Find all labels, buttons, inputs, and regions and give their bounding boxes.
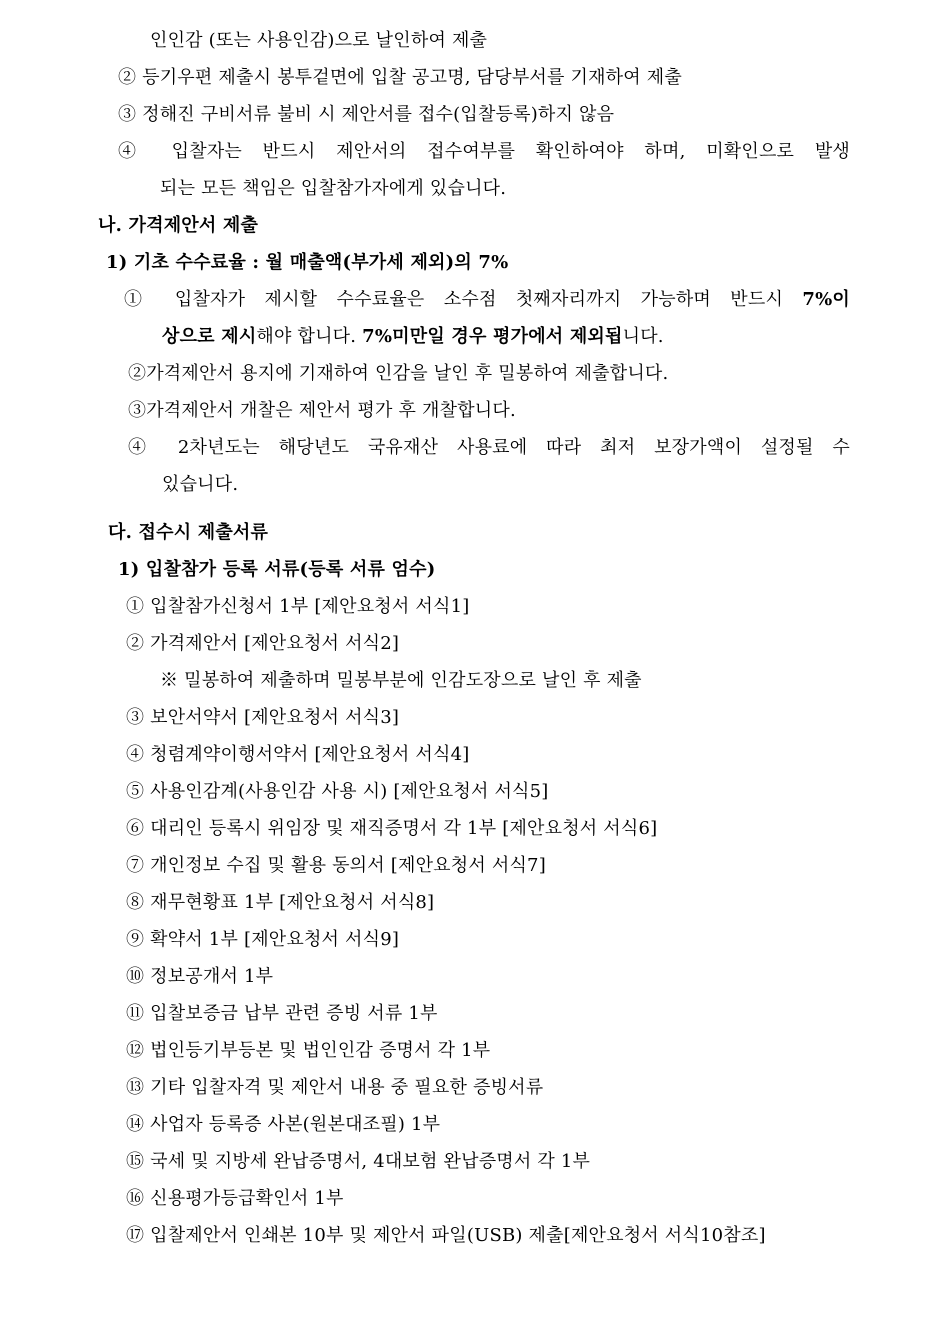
list-item: ⑨ 확약서 1부 [제안요청서 서식9] — [126, 929, 400, 950]
section-heading: 나. 가격제안서 제출 — [98, 215, 259, 236]
list-item: ⑤ 사용인감계(사용인감 사용 시) [제안요청서 서식5] — [126, 781, 549, 802]
list-item: ④ 청렴계약이행서약서 [제안요청서 서식4] — [126, 744, 470, 765]
emphasis-text: 7%미만일 경우 평가에서 제외됩 — [362, 326, 623, 347]
doc-line: ② 등기우편 제출시 봉투겉면에 입찰 공고명, 담당부서를 기재하여 제출 — [118, 67, 682, 88]
doc-line: ②가격제안서 용지에 기재하여 인감을 날인 후 밀봉하여 제출합니다. — [128, 363, 669, 384]
doc-line: 있습니다. — [162, 474, 239, 495]
list-item: ⑩ 정보공개서 1부 — [126, 966, 274, 987]
doc-line: 되는 모든 책임은 입찰참가자에게 있습니다. — [160, 178, 507, 199]
text-run: 니다. — [622, 326, 664, 347]
text-run: ① 입찰자가 제시할 수수료율은 소수점 첫째자리까지 가능하며 반드시 — [124, 289, 803, 310]
emphasis-text: 상으로 제시 — [162, 326, 257, 347]
list-item: ⑦ 개인정보 수집 및 활용 동의서 [제안요청서 서식7] — [126, 855, 546, 876]
doc-line: ③ 정해진 구비서류 불비 시 제안서를 접수(입찰등록)하지 않음 — [118, 104, 615, 125]
doc-line: 인인감 (또는 사용인감)으로 날인하여 제출 — [150, 30, 488, 51]
list-item: ⑰ 입찰제안서 인쇄본 10부 및 제안서 파일(USB) 제출[제안요청서 서식10참조] — [126, 1225, 766, 1246]
list-item: ⑯ 신용평가등급확인서 1부 — [126, 1188, 344, 1209]
doc-line — [124, 287, 850, 313]
section-heading: 다. 접수시 제출서류 — [108, 522, 269, 543]
emphasis-text: 7%이 — [802, 289, 850, 310]
list-note: ※ 밀봉하여 제출하며 밀봉부분에 인감도장으로 날인 후 제출 — [160, 670, 642, 691]
doc-line: ③가격제안서 개찰은 제안서 평가 후 개찰합니다. — [128, 400, 516, 421]
list-item: ⑥ 대리인 등록시 위임장 및 재직증명서 각 1부 [제안요청서 서식6] — [126, 818, 658, 839]
list-item: ① 입찰참가신청서 1부 [제안요청서 서식1] — [126, 596, 470, 617]
list-item: ⑪ 입찰보증금 납부 관련 증빙 서류 1부 — [126, 1003, 438, 1024]
subsection-heading: 1) 입찰참가 등록 서류(등록 서류 엄수) — [118, 559, 436, 580]
subsection-heading: 1) 기초 수수료율 : 월 매출액(부가세 제외)의 7% — [106, 252, 509, 273]
list-item: ⑭ 사업자 등록증 사본(원본대조필) 1부 — [126, 1114, 441, 1135]
text-run: 해야 합니다. — [256, 326, 363, 347]
doc-line — [162, 324, 664, 350]
list-item: ⑫ 법인등기부등본 및 법인인감 증명서 각 1부 — [126, 1040, 491, 1061]
doc-line: ④ 2차년도는 해당년도 국유재산 사용료에 따라 최저 보장가액이 설정될 수 — [128, 437, 850, 458]
list-item: ⑧ 재무현황표 1부 [제안요청서 서식8] — [126, 892, 435, 913]
list-item: ② 가격제안서 [제안요청서 서식2] — [126, 633, 400, 654]
doc-line: ④ 입찰자는 반드시 제안서의 접수여부를 확인하여야 하며, 미확인으로 발생 — [118, 141, 850, 162]
list-item: ⑬ 기타 입찰자격 및 제안서 내용 중 필요한 증빙서류 — [126, 1077, 544, 1098]
list-item: ③ 보안서약서 [제안요청서 서식3] — [126, 707, 400, 728]
list-item: ⑮ 국세 및 지방세 완납증명서, 4대보험 완납증명서 각 1부 — [126, 1151, 591, 1172]
